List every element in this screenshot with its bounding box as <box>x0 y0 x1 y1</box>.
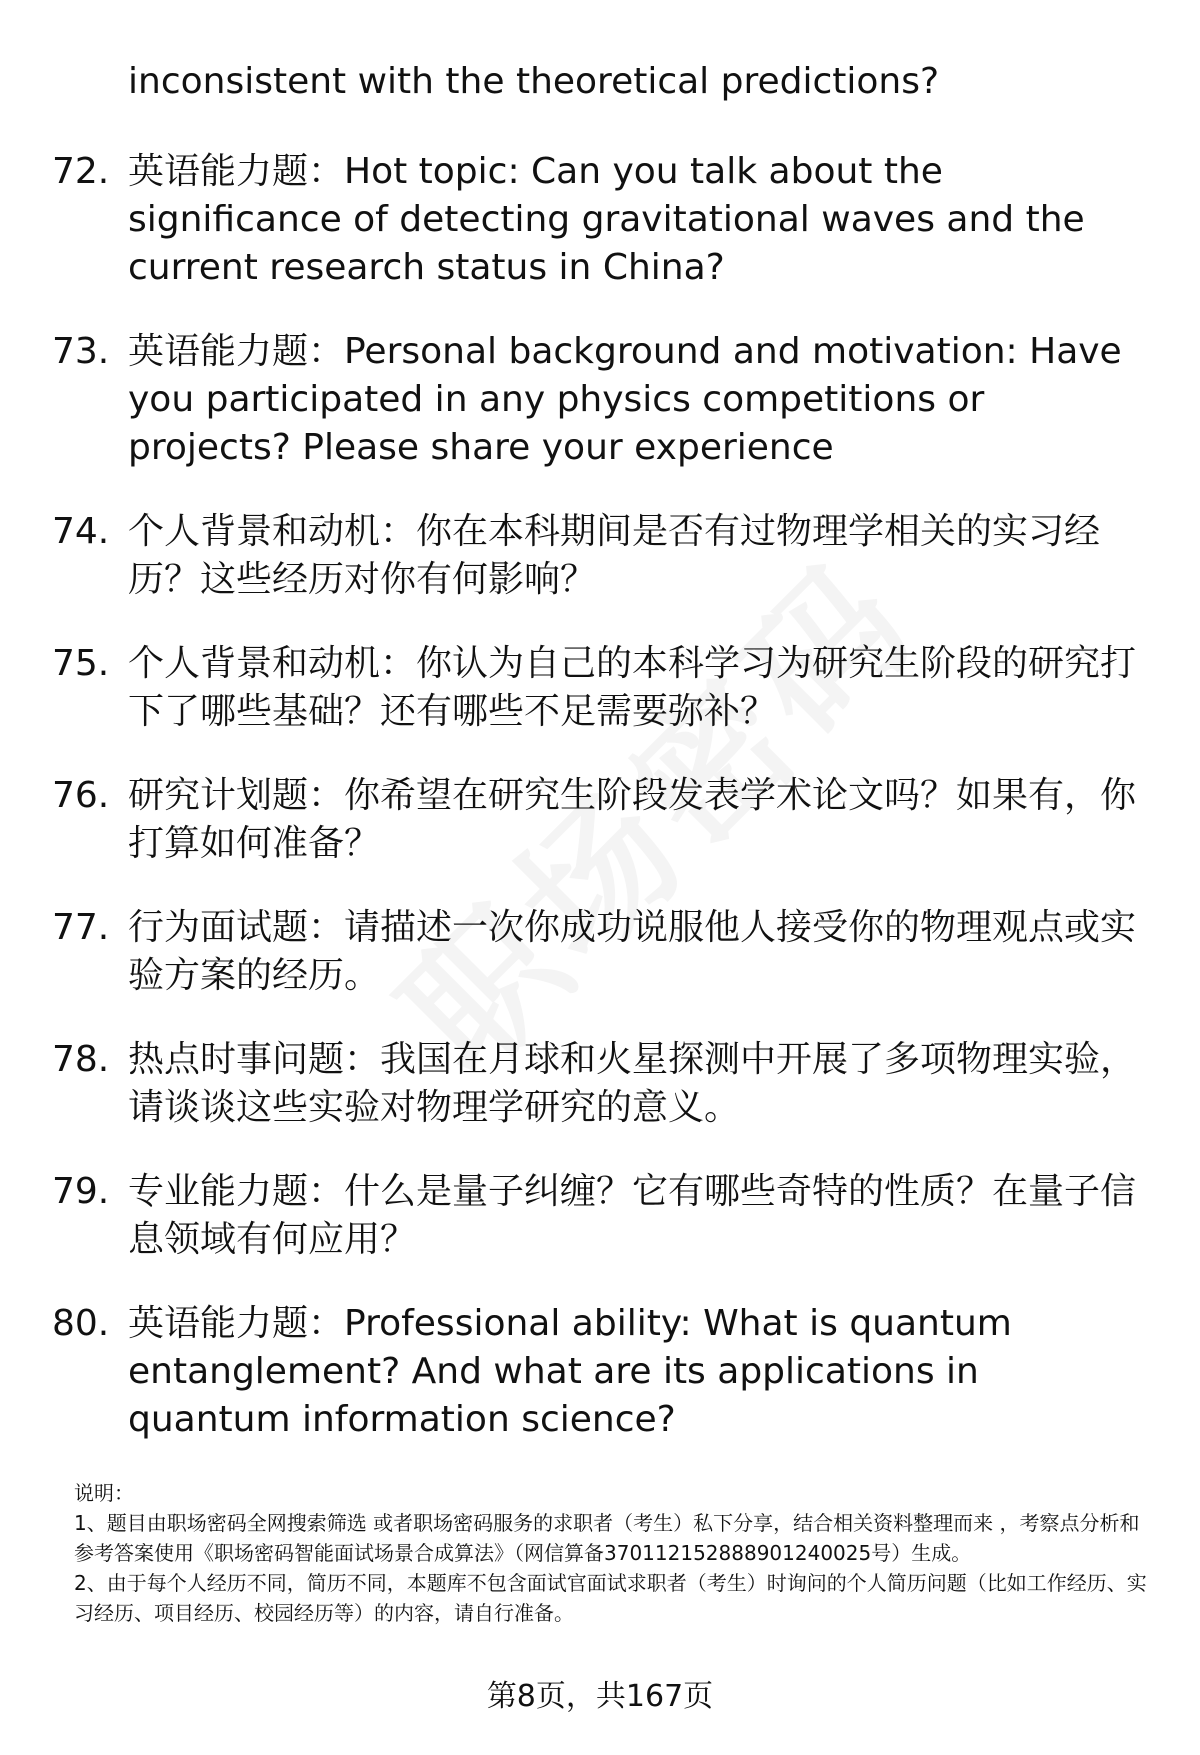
question-number: 78. <box>52 1039 110 1080</box>
question-item <box>0 640 1200 736</box>
question-text: 研究计划题：你希望在研究生阶段发表学术论文吗？如果有，你打算如何准备？ <box>128 775 1137 864</box>
question-item <box>0 328 1200 472</box>
question-item <box>0 508 1200 604</box>
question-list <box>0 148 1200 1480</box>
question-item <box>0 1036 1200 1132</box>
question-text: 个人背景和动机：你认为自己的本科学习为研究生阶段的研究打下了哪些基础？还有哪些不足需要弥补？ <box>128 643 1137 732</box>
question-number: 75. <box>52 643 110 684</box>
question-item <box>0 904 1200 1000</box>
question-item <box>0 1300 1200 1444</box>
notes-item-1: 1、题目由职场密码全网搜索筛选 或者职场密码服务的求职者（考生）私下分享，结合相关资料整理而来 ，考察点分析和参考答案使用《职场密码智能面试场景合成算法》（网信算备370112152888901240025号）生成。 <box>74 1511 1140 1565</box>
question-number: 73. <box>52 331 110 372</box>
question-number: 72. <box>52 151 110 192</box>
notes-section <box>74 1478 1154 1628</box>
question-number: 76. <box>52 775 110 816</box>
question-text: 专业能力题：什么是量子纠缠？它有哪些奇特的性质？在量子信息领域有何应用？ <box>128 1171 1137 1260</box>
question-text: 个人背景和动机：你在本科期间是否有过物理学相关的实习经历？这些经历对你有何影响？ <box>128 511 1101 600</box>
notes-heading: 说明： <box>74 1481 134 1505</box>
question-text: 英语能力题：Hot topic: Can you talk about the significance of detecting gravitational waves and the current research status in China? <box>128 151 1085 288</box>
notes-item-2: 2、由于每个人经历不同，简历不同，本题库不包含面试官面试求职者（考生）时询问的个人简历问题（比如工作经历、实习经历、项目经历、校园经历等）的内容，请自行准备。 <box>74 1571 1147 1625</box>
question-number: 80. <box>52 1303 110 1344</box>
question-item <box>0 1168 1200 1264</box>
question-text: 热点时事问题：我国在月球和火星探测中开展了多项物理实验，请谈谈这些实验对物理学研究的意义。 <box>128 1039 1137 1128</box>
question-text: 英语能力题：Professional ability: What is quantum entanglement? And what are its applications in quantum information science? <box>128 1303 1012 1440</box>
continued-question-text: inconsistent with the theoretical predictions? <box>128 61 940 102</box>
question-text: 行为面试题：请描述一次你成功说服他人接受你的物理观点或实验方案的经历。 <box>128 907 1137 996</box>
question-item <box>0 772 1200 868</box>
question-number: 79. <box>52 1171 110 1212</box>
question-number: 77. <box>52 907 110 948</box>
question-text: 英语能力题：Personal background and motivation: Have you participated in any physics competitions or projects? Please share your experience <box>128 331 1122 468</box>
question-item <box>0 148 1200 292</box>
question-number: 74. <box>52 511 110 552</box>
page-number-footer: 第8页，共167页 <box>486 1679 714 1714</box>
